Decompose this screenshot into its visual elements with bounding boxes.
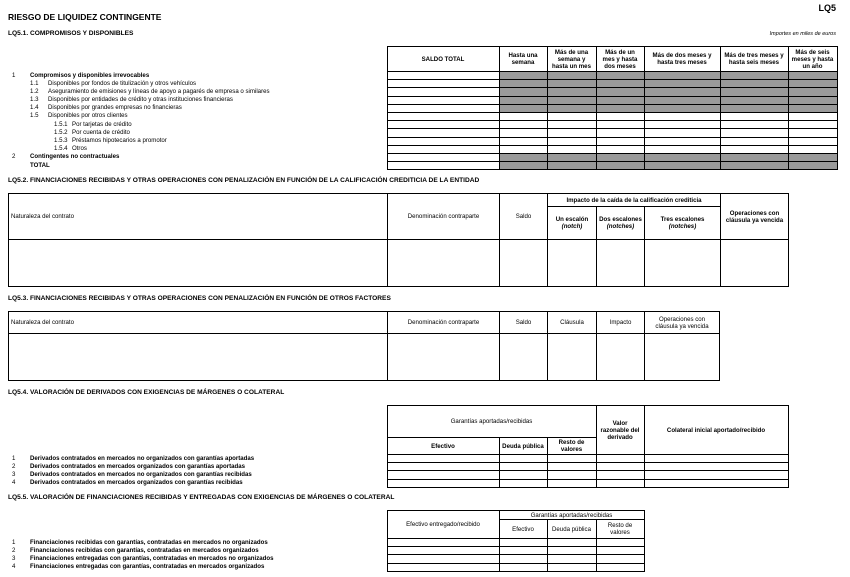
value-cell[interactable] bbox=[499, 72, 547, 80]
row-label bbox=[8, 463, 387, 471]
row-label bbox=[8, 96, 387, 104]
value-cell[interactable] bbox=[499, 471, 547, 479]
row-label bbox=[8, 547, 387, 555]
col-dos-tres: Más de dos meses y hasta tres meses bbox=[644, 47, 720, 72]
value-cell[interactable] bbox=[596, 539, 644, 547]
s2-col-one-notch: Un escalón (notch) bbox=[548, 207, 597, 240]
row-text: Derivados contratados en mercados no organizados con garantías aportadas bbox=[30, 454, 255, 462]
value-cell[interactable] bbox=[788, 121, 837, 129]
s3-cell[interactable] bbox=[597, 334, 645, 381]
value-cell[interactable] bbox=[547, 104, 596, 112]
value-cell[interactable] bbox=[387, 463, 499, 471]
s3-col-clausula: Cláusula bbox=[548, 312, 597, 334]
row-text: Financiaciones recibidas con garantías, contratadas en mercados organizados bbox=[30, 546, 259, 554]
value-cell[interactable] bbox=[547, 96, 596, 104]
value-cell[interactable] bbox=[499, 547, 547, 555]
value-cell[interactable] bbox=[387, 112, 499, 120]
row-label bbox=[8, 137, 387, 145]
value-cell[interactable] bbox=[499, 121, 547, 129]
section-1-title: LQ5.1. COMPROMISOS Y DISPONIBLES bbox=[8, 30, 134, 37]
value-cell[interactable] bbox=[720, 88, 788, 96]
value-cell[interactable] bbox=[788, 72, 837, 80]
row-text: Aseguramiento de emisiones y líneas de apoyo a pagarés de empresa o similares bbox=[48, 87, 270, 95]
value-cell[interactable] bbox=[596, 112, 644, 120]
value-cell[interactable] bbox=[596, 104, 644, 112]
s2-col-denom: Denominación contraparte bbox=[388, 194, 500, 240]
row-number: 1 bbox=[12, 454, 16, 462]
row-label bbox=[8, 112, 387, 120]
value-cell[interactable] bbox=[596, 88, 644, 96]
other-penalty-table bbox=[8, 311, 720, 381]
value-cell[interactable] bbox=[387, 162, 499, 170]
row-number: 4 bbox=[12, 563, 16, 571]
s3-col-saldo: Saldo bbox=[500, 312, 548, 334]
section-2-title: LQ5.2. FINANCIACIONES RECIBIDAS Y OTRAS OPERACIONES CON PENALIZACIÓN EN FUNCIÓN DE LA CALIFICACIÓN CREDITICIA DE LA ENTIDAD bbox=[8, 177, 480, 184]
s4-col-valor: Valor razonable del derivado bbox=[596, 406, 644, 455]
row-label bbox=[8, 471, 387, 479]
table-row bbox=[8, 162, 837, 170]
commitments-table bbox=[8, 46, 838, 170]
value-cell[interactable] bbox=[720, 145, 788, 153]
value-cell[interactable] bbox=[644, 121, 720, 129]
row-label bbox=[8, 88, 387, 96]
row-text: Disponibles por grandes empresas no financieras bbox=[48, 104, 182, 112]
table-row bbox=[8, 88, 837, 96]
row-text: Financiaciones entregadas con garantías, contratadas en mercados no organizados bbox=[30, 554, 274, 562]
s2-col-two-notch: Dos escalones (notches) bbox=[597, 207, 645, 240]
s4-col-resto: Resto de valores bbox=[547, 438, 596, 455]
row-number: 1.5 bbox=[30, 112, 39, 120]
table-row bbox=[8, 129, 837, 137]
value-cell[interactable] bbox=[720, 162, 788, 170]
row-label bbox=[8, 539, 387, 547]
value-cell[interactable] bbox=[547, 455, 596, 463]
col-hasta-semana: Hasta una semana bbox=[499, 47, 547, 72]
value-cell[interactable] bbox=[644, 455, 788, 463]
value-cell[interactable] bbox=[547, 479, 596, 487]
s3-cell[interactable] bbox=[548, 334, 597, 381]
row-text: Derivados contratados en mercados organizados con garantías recibidas bbox=[30, 479, 243, 487]
row-label bbox=[8, 80, 387, 88]
value-cell[interactable] bbox=[720, 153, 788, 161]
value-cell[interactable] bbox=[596, 162, 644, 170]
value-cell[interactable] bbox=[596, 547, 644, 555]
value-cell[interactable] bbox=[499, 555, 547, 563]
col-tres-seis: Más de tres meses y hasta seis meses bbox=[720, 47, 788, 72]
row-text: Financiaciones recibidas con garantías, contratadas en mercados no organizados bbox=[30, 538, 268, 546]
value-cell[interactable] bbox=[644, 129, 720, 137]
value-cell[interactable] bbox=[720, 129, 788, 137]
s5-col-efectivo-total: Efectivo entregado/recibido bbox=[387, 511, 499, 539]
value-cell[interactable] bbox=[596, 455, 644, 463]
row-number: 2 bbox=[12, 546, 16, 554]
value-cell[interactable] bbox=[499, 162, 547, 170]
row-text: Financiaciones entregadas con garantías, contratadas en mercados organizados bbox=[30, 563, 265, 571]
table-row bbox=[8, 563, 644, 571]
value-cell[interactable] bbox=[387, 563, 499, 571]
table-row bbox=[8, 471, 788, 479]
value-cell[interactable] bbox=[596, 121, 644, 129]
s3-col-ops: Operaciones con cláusula ya vencida bbox=[645, 312, 720, 334]
row-number: 1.2 bbox=[30, 87, 39, 95]
value-cell[interactable] bbox=[596, 463, 644, 471]
value-cell[interactable] bbox=[596, 80, 644, 88]
form-code: LQ5 bbox=[818, 3, 836, 13]
table-row bbox=[8, 547, 644, 555]
s2-cell[interactable] bbox=[597, 240, 645, 287]
value-cell[interactable] bbox=[644, 479, 788, 487]
page-title: RIESGO DE LIQUIDEZ CONTINGENTE bbox=[8, 12, 162, 22]
section-5-title: LQ5.5. VALORACIÓN DE FINANCIACIONES RECIBIDAS Y ENTREGADAS CON EXIGENCIAS DE MÁRGENES O COLATERAL bbox=[8, 494, 395, 501]
row-label bbox=[8, 479, 387, 487]
s2-cell[interactable] bbox=[500, 240, 548, 287]
row-number: 4 bbox=[12, 479, 16, 487]
value-cell[interactable] bbox=[788, 129, 837, 137]
financing-collateral-table bbox=[8, 510, 645, 572]
value-cell[interactable] bbox=[499, 80, 547, 88]
value-cell[interactable] bbox=[788, 88, 837, 96]
value-cell[interactable] bbox=[387, 121, 499, 129]
value-cell[interactable] bbox=[596, 563, 644, 571]
s3-cell[interactable] bbox=[9, 334, 388, 381]
s2-col-ops: Operaciones con cláusula ya vencida bbox=[721, 194, 789, 240]
s4-col-colateral: Colateral inicial aportado/recibido bbox=[644, 406, 788, 455]
value-cell[interactable] bbox=[499, 479, 547, 487]
value-cell[interactable] bbox=[387, 471, 499, 479]
s4-guar-group: Garantías aportadas/recibidas bbox=[387, 406, 596, 438]
row-number: 1.4 bbox=[30, 104, 39, 112]
s2-cell[interactable] bbox=[9, 240, 388, 287]
value-cell[interactable] bbox=[387, 547, 499, 555]
value-cell[interactable] bbox=[720, 121, 788, 129]
row-label bbox=[8, 129, 387, 137]
row-text: Compromisos y disponibles irrevocables bbox=[30, 71, 150, 79]
value-cell[interactable] bbox=[547, 72, 596, 80]
value-cell[interactable] bbox=[788, 80, 837, 88]
row-number: 1.5.4 bbox=[54, 145, 68, 153]
value-cell[interactable] bbox=[547, 563, 596, 571]
value-cell[interactable] bbox=[387, 455, 499, 463]
row-number: 2 bbox=[12, 462, 16, 470]
value-cell[interactable] bbox=[596, 72, 644, 80]
value-cell[interactable] bbox=[499, 463, 547, 471]
value-cell[interactable] bbox=[644, 88, 720, 96]
row-label bbox=[8, 104, 387, 112]
s5-col-deuda: Deuda pública bbox=[547, 520, 596, 539]
value-cell[interactable] bbox=[644, 145, 720, 153]
value-cell[interactable] bbox=[596, 129, 644, 137]
s3-col-nature: Naturaleza del contrato bbox=[9, 312, 388, 334]
s3-cell[interactable] bbox=[388, 334, 500, 381]
row-label bbox=[8, 153, 387, 161]
value-cell[interactable] bbox=[596, 153, 644, 161]
value-cell[interactable] bbox=[499, 137, 547, 145]
value-cell[interactable] bbox=[788, 153, 837, 161]
value-cell[interactable] bbox=[788, 112, 837, 120]
value-cell[interactable] bbox=[644, 471, 788, 479]
value-cell[interactable] bbox=[547, 555, 596, 563]
value-cell[interactable] bbox=[387, 145, 499, 153]
s2-cell[interactable] bbox=[645, 240, 721, 287]
value-cell[interactable] bbox=[547, 137, 596, 145]
row-label bbox=[8, 145, 387, 153]
s5-col-efectivo: Efectivo bbox=[499, 520, 547, 539]
col-mes-dos: Más de un mes y hasta dos meses bbox=[596, 47, 644, 72]
s2-cell[interactable] bbox=[388, 240, 500, 287]
s2-col-three-notch: Tres escalones (notches) bbox=[645, 207, 721, 240]
s3-col-denom: Denominación contraparte bbox=[388, 312, 500, 334]
value-cell[interactable] bbox=[547, 80, 596, 88]
row-text: Por cuenta de crédito bbox=[72, 128, 130, 136]
value-cell[interactable] bbox=[547, 145, 596, 153]
value-cell[interactable] bbox=[720, 72, 788, 80]
table-row bbox=[8, 104, 837, 112]
s5-guar-group: Garantías aportadas/recibidas bbox=[499, 511, 644, 520]
header-spacer bbox=[8, 47, 387, 72]
table-row bbox=[8, 112, 837, 120]
value-cell[interactable] bbox=[720, 96, 788, 104]
row-number: 1 bbox=[12, 538, 16, 546]
section-4-title: LQ5.4. VALORACIÓN DE DERIVADOS CON EXIGENCIAS DE MÁRGENES O COLATERAL bbox=[8, 389, 285, 396]
value-cell[interactable] bbox=[547, 547, 596, 555]
row-text: Otros bbox=[72, 145, 87, 153]
value-cell[interactable] bbox=[720, 80, 788, 88]
value-cell[interactable] bbox=[547, 162, 596, 170]
s3-col-impacto: Impacto bbox=[597, 312, 645, 334]
value-cell[interactable] bbox=[387, 479, 499, 487]
value-cell[interactable] bbox=[720, 112, 788, 120]
derivatives-table bbox=[8, 405, 789, 488]
row-number: 3 bbox=[12, 554, 16, 562]
value-cell[interactable] bbox=[499, 455, 547, 463]
value-cell[interactable] bbox=[387, 555, 499, 563]
rating-penalty-table bbox=[8, 193, 789, 287]
value-cell[interactable] bbox=[596, 96, 644, 104]
table-row bbox=[8, 479, 788, 487]
col-semana-mes: Más de una semana y hasta un mes bbox=[547, 47, 596, 72]
s2-cell[interactable] bbox=[721, 240, 789, 287]
row-label bbox=[8, 563, 387, 571]
value-cell[interactable] bbox=[720, 137, 788, 145]
value-cell[interactable] bbox=[547, 463, 596, 471]
value-cell[interactable] bbox=[387, 539, 499, 547]
row-text: TOTAL bbox=[30, 161, 50, 169]
header-spacer bbox=[8, 406, 387, 455]
value-cell[interactable] bbox=[596, 555, 644, 563]
value-cell[interactable] bbox=[788, 104, 837, 112]
s3-cell[interactable] bbox=[500, 334, 548, 381]
row-label bbox=[8, 121, 387, 129]
value-cell[interactable] bbox=[644, 72, 720, 80]
value-cell[interactable] bbox=[499, 153, 547, 161]
row-text: Disponibles por entidades de crédito y otras instituciones financieras bbox=[48, 96, 233, 104]
s2-col-nature: Naturaleza del contrato bbox=[9, 194, 388, 240]
value-cell[interactable] bbox=[547, 153, 596, 161]
value-cell[interactable] bbox=[644, 104, 720, 112]
row-text: Contingentes no contractuales bbox=[30, 153, 120, 161]
value-cell[interactable] bbox=[499, 145, 547, 153]
value-cell[interactable] bbox=[596, 145, 644, 153]
col-seis-ano: Más de seis meses y hasta un año bbox=[788, 47, 837, 72]
table-row bbox=[8, 539, 644, 547]
value-cell[interactable] bbox=[547, 539, 596, 547]
row-text: Disponibles por fondos de titulización y otros vehículos bbox=[48, 79, 197, 87]
value-cell[interactable] bbox=[788, 145, 837, 153]
value-cell[interactable] bbox=[499, 539, 547, 547]
s4-col-deuda: Deuda pública bbox=[499, 438, 547, 455]
row-number: 1.1 bbox=[30, 79, 39, 87]
row-number: 1.5.2 bbox=[54, 128, 68, 136]
value-cell[interactable] bbox=[499, 129, 547, 137]
value-cell[interactable] bbox=[387, 104, 499, 112]
value-cell[interactable] bbox=[596, 471, 644, 479]
s2-col-saldo: Saldo bbox=[500, 194, 548, 240]
row-number: 3 bbox=[12, 470, 16, 478]
row-label bbox=[8, 162, 387, 170]
col-saldo-total: SALDO TOTAL bbox=[387, 47, 499, 72]
value-cell[interactable] bbox=[644, 162, 720, 170]
value-cell[interactable] bbox=[387, 129, 499, 137]
table-row bbox=[8, 463, 788, 471]
value-cell[interactable] bbox=[644, 96, 720, 104]
value-cell[interactable] bbox=[499, 88, 547, 96]
value-cell[interactable] bbox=[387, 137, 499, 145]
value-cell[interactable] bbox=[387, 72, 499, 80]
table-row bbox=[8, 455, 788, 463]
s5-col-resto: Resto de valores bbox=[596, 520, 644, 539]
value-cell[interactable] bbox=[499, 112, 547, 120]
row-number: 2 bbox=[12, 153, 16, 161]
s2-impact-group: Impacto de la caída de la calificación crediticia bbox=[548, 194, 721, 207]
value-cell[interactable] bbox=[644, 463, 788, 471]
value-cell[interactable] bbox=[387, 88, 499, 96]
row-text: Derivados contratados en mercados organizados con garantías aportadas bbox=[30, 462, 246, 470]
value-cell[interactable] bbox=[644, 80, 720, 88]
value-cell[interactable] bbox=[788, 96, 837, 104]
section-3-title: LQ5.3. FINANCIACIONES RECIBIDAS Y OTRAS OPERACIONES CON PENALIZACIÓN EN FUNCIÓN DE OTROS FACTORES bbox=[8, 295, 391, 302]
table-row bbox=[8, 72, 837, 80]
value-cell[interactable] bbox=[644, 112, 720, 120]
value-cell[interactable] bbox=[547, 471, 596, 479]
row-label bbox=[8, 555, 387, 563]
value-cell[interactable] bbox=[788, 137, 837, 145]
row-text: Por tarjetas de crédito bbox=[72, 120, 132, 128]
row-label bbox=[8, 455, 387, 463]
value-cell[interactable] bbox=[596, 479, 644, 487]
value-cell[interactable] bbox=[387, 96, 499, 104]
value-cell[interactable] bbox=[387, 153, 499, 161]
value-cell[interactable] bbox=[788, 162, 837, 170]
value-cell[interactable] bbox=[720, 104, 788, 112]
row-text: Disponibles por otros clientes bbox=[48, 112, 128, 120]
value-cell[interactable] bbox=[596, 137, 644, 145]
row-label bbox=[8, 72, 387, 80]
table-row bbox=[8, 145, 837, 153]
value-cell[interactable] bbox=[499, 96, 547, 104]
row-number: 1 bbox=[12, 71, 16, 79]
row-number: 1.3 bbox=[30, 96, 39, 104]
value-cell[interactable] bbox=[644, 137, 720, 145]
value-cell[interactable] bbox=[547, 129, 596, 137]
row-number: 1.5.1 bbox=[54, 120, 68, 128]
value-cell[interactable] bbox=[499, 563, 547, 571]
value-cell[interactable] bbox=[547, 112, 596, 120]
table-row bbox=[8, 96, 837, 104]
table-row bbox=[8, 153, 837, 161]
value-cell[interactable] bbox=[547, 121, 596, 129]
s3-cell[interactable] bbox=[645, 334, 720, 381]
units-note: Importes en miles de euros bbox=[769, 31, 836, 37]
row-number: 1.5.3 bbox=[54, 137, 68, 145]
table-row bbox=[8, 121, 837, 129]
row-text: Préstamos hipotecarios a promotor bbox=[72, 137, 167, 145]
header-spacer bbox=[8, 511, 387, 539]
value-cell[interactable] bbox=[499, 104, 547, 112]
value-cell[interactable] bbox=[547, 88, 596, 96]
s4-col-efectivo: Efectivo bbox=[387, 438, 499, 455]
table-row bbox=[8, 555, 644, 563]
value-cell[interactable] bbox=[387, 80, 499, 88]
row-text: Derivados contratados en mercados no organizados con garantías recibidas bbox=[30, 470, 252, 478]
table-row bbox=[8, 80, 837, 88]
table-row bbox=[8, 137, 837, 145]
s2-cell[interactable] bbox=[548, 240, 597, 287]
value-cell[interactable] bbox=[644, 153, 720, 161]
